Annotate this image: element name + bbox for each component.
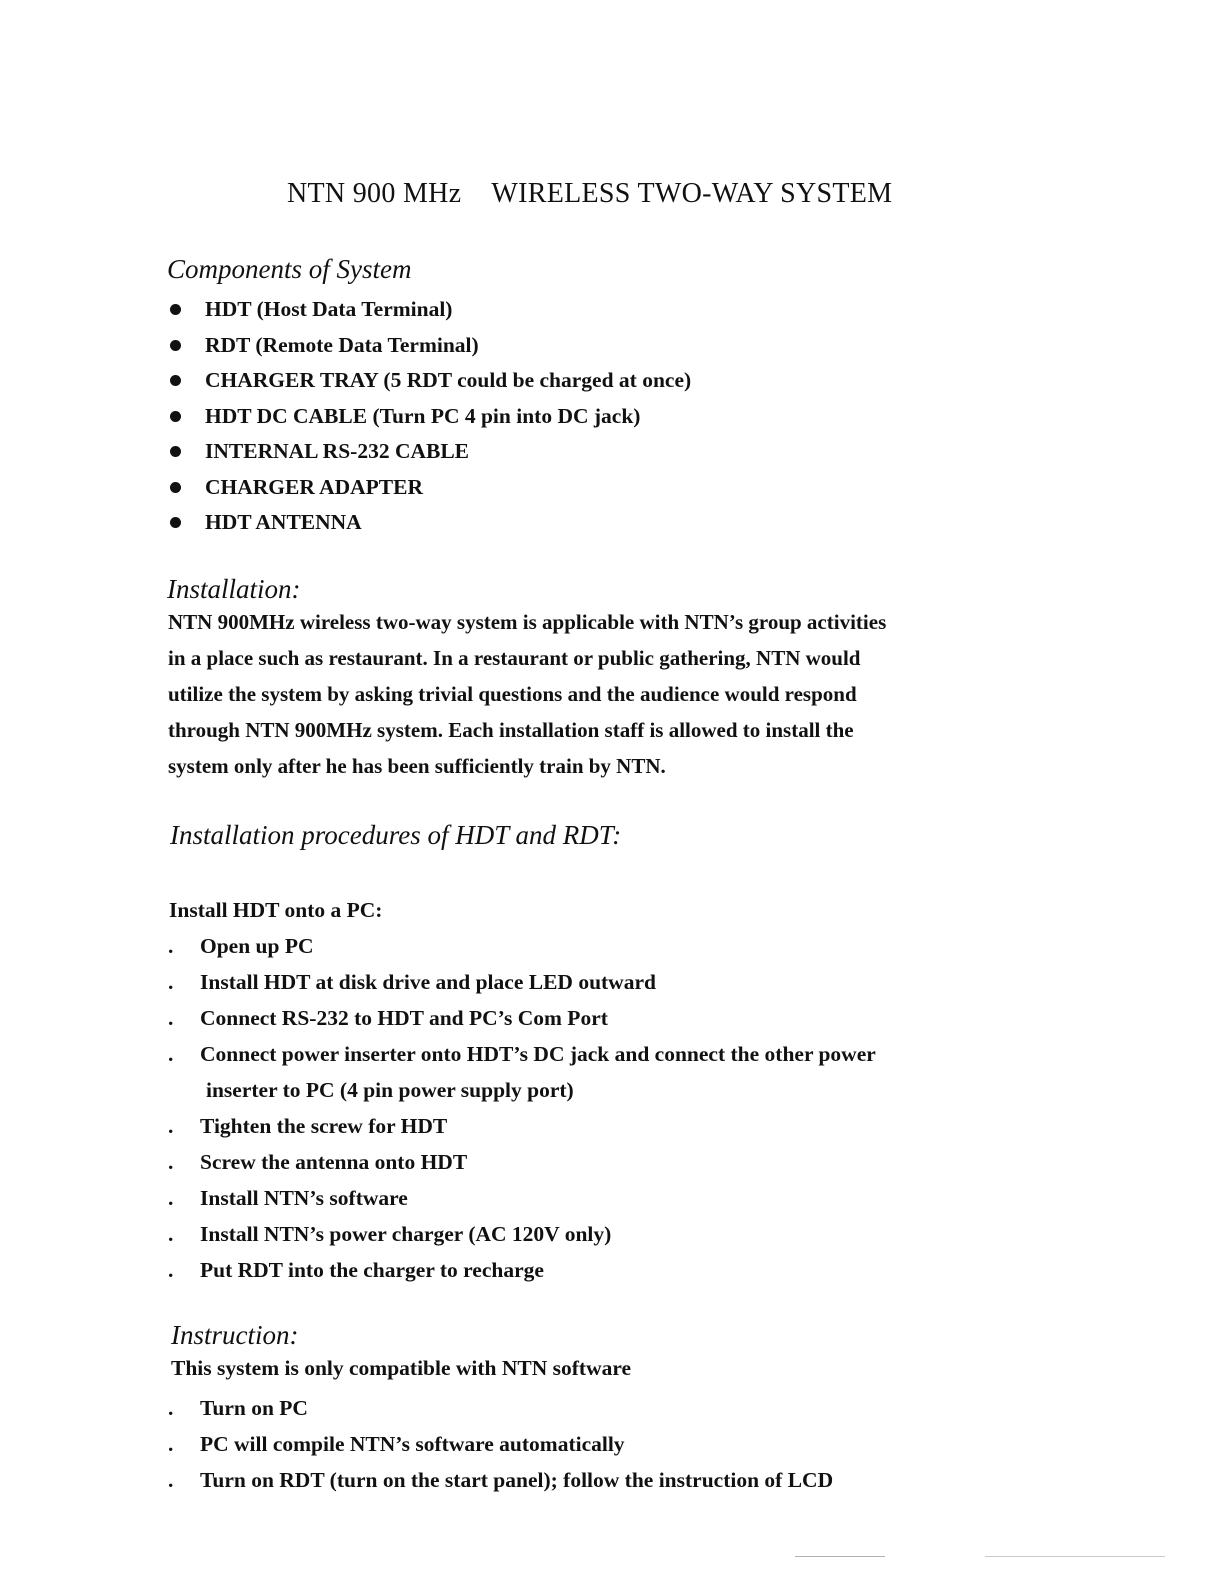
step-item: . PC will compile NTN’s software automatically [168,1431,625,1456]
step-marker: . [168,1467,174,1492]
paragraph-line: through NTN 900MHz system. Each installation staff is allowed to install the [168,718,854,742]
instruction-steps [168,1390,833,1498]
step-item: . Screw the antenna onto HDT [168,1149,468,1174]
list-item: HDT (Host Data Terminal) [168,292,691,328]
paragraph-line: NTN 900MHz wireless two-way system is applicable with NTN’s group activities [168,610,887,634]
list-item: HDT DC CABLE (Turn PC 4 pin into DC jack) [168,399,691,435]
step-marker: . [168,969,174,994]
bullet-icon [170,304,181,315]
step-marker: . [168,1257,174,1282]
instruction-heading: Instruction: [171,1320,299,1350]
step-marker: . [168,1113,174,1138]
list-item: INTERNAL RS-232 CABLE [168,434,691,470]
list-item: CHARGER TRAY (5 RDT could be charged at once) [168,363,691,399]
step-item: . Turn on PC [168,1395,308,1420]
paragraph-line: utilize the system by asking trivial questions and the audience would respond [168,682,857,706]
bullet-icon [170,411,181,422]
step-marker: . [168,1005,174,1030]
step-marker: . [168,1395,174,1420]
bullet-icon [170,375,181,386]
installation-paragraph [168,604,998,784]
bullet-icon [170,340,181,351]
step-marker: . [168,1431,174,1456]
components-list [168,292,691,541]
scan-artifact [795,1556,885,1557]
paragraph-line: in a place such as restaurant. In a restaurant or public gathering, NTN would [168,646,861,670]
step-marker: . [168,1221,174,1246]
step-item: . Connect RS-232 to HDT and PC’s Com Port [168,1005,608,1030]
list-item: CHARGER ADAPTER [168,470,691,506]
step-item: . Turn on RDT (turn on the start panel); follow the instruction of LCD [168,1467,834,1492]
step-item: . Connect power inserter onto HDT’s DC jack and connect the other power inserter to PC (4 pin power supply port) [168,1036,876,1108]
scan-artifact [985,1556,1165,1557]
step-item: . Install HDT at disk drive and place LED outward [168,969,656,994]
step-marker: . [168,933,174,958]
bullet-icon [170,517,181,528]
list-item: HDT ANTENNA [168,505,691,541]
bullet-icon [170,446,181,457]
step-item: . Install NTN’s power charger (AC 120V only) [168,1221,612,1246]
step-item: . Install NTN’s software [168,1185,408,1210]
bullet-icon [170,482,181,493]
step-marker: . [168,1042,174,1066]
components-heading: Components of System [167,254,412,284]
step-marker: . [168,1185,174,1210]
procedures-heading: Installation procedures of HDT and RDT: [170,820,622,850]
list-item: RDT (Remote Data Terminal) [168,328,691,364]
step-marker: . [168,1149,174,1174]
step-item: . Open up PC [168,933,314,958]
step-continuation: inserter to PC (4 pin power supply port) [206,1078,574,1102]
title-part-1: NTN 900 MHz [287,178,462,209]
step-item: . Tighten the screw for HDT [168,1113,448,1138]
title-part-2: WIRELESS TWO-WAY SYSTEM [491,178,893,209]
procedures-steps [168,928,876,1288]
procedures-lead: Install HDT onto a PC: [169,898,383,922]
document-title [287,178,892,210]
step-item: . Put RDT into the charger to recharge [168,1257,544,1282]
installation-heading: Installation: [167,574,301,604]
instruction-lead: This system is only compatible with NTN software [171,1356,632,1380]
paragraph-line: system only after he has been sufficiently train by NTN. [168,754,666,778]
